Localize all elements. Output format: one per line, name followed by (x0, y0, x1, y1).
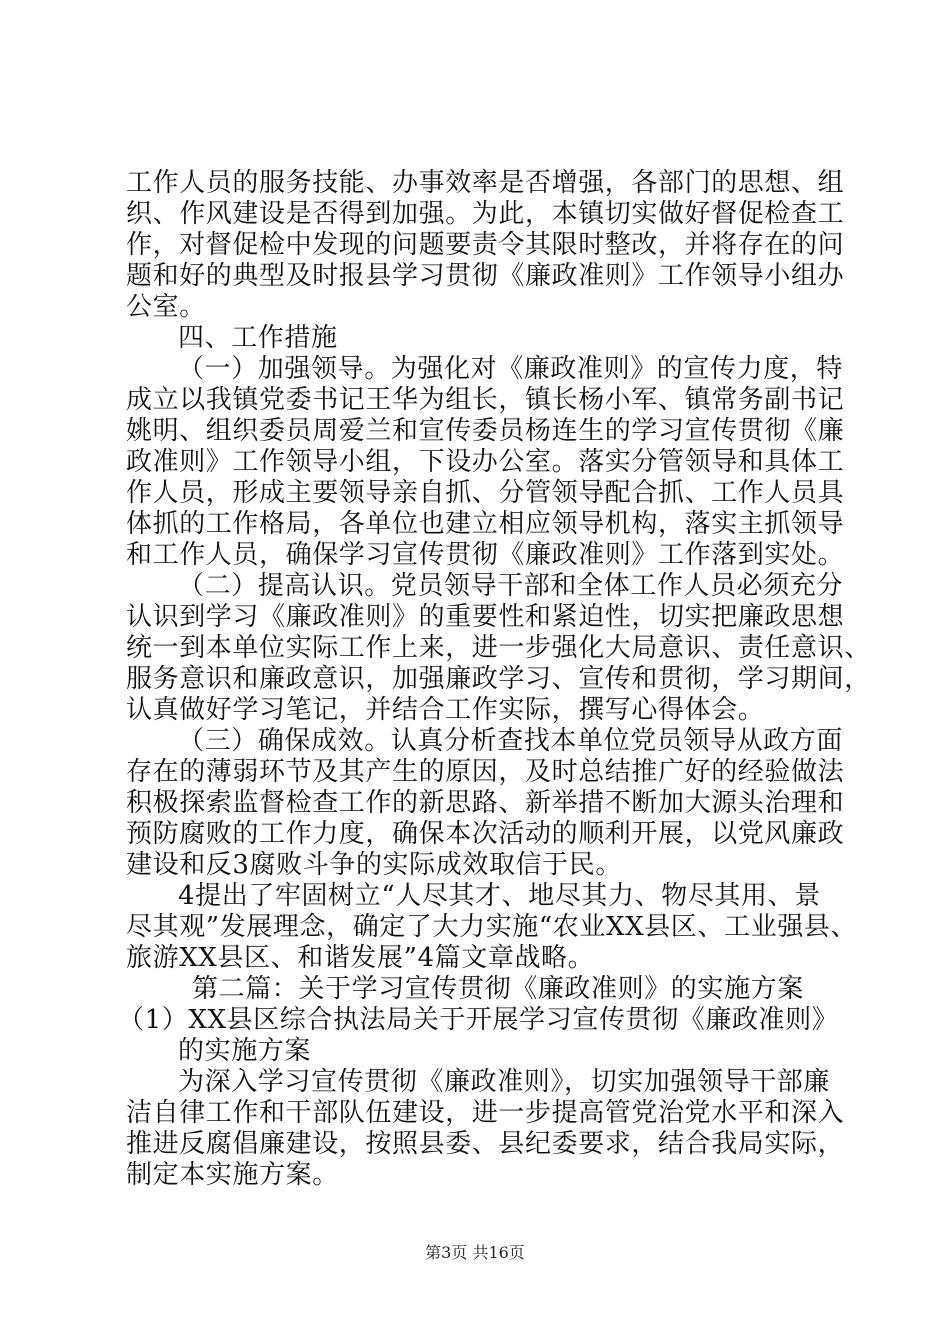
body-line: 尽其观”发展理念，确定了大力实施“农业XX县区、工业强县、 (126, 912, 858, 942)
body-line: 推进反腐倡廉建设，按照县委、县纪委要求，结合我局实际， (126, 1129, 845, 1159)
body-line: 织、作风建设是否得到加强。为此，本镇切实做好督促检查工 (126, 199, 845, 229)
body-line: 公室。 (126, 292, 206, 322)
body-line: 认识到学习《廉政准则》的重要性和紧迫性，切实把廉政思想 (126, 602, 845, 632)
page-number-footer: 第3页 共16页 (425, 1243, 525, 1262)
body-line: （三）确保成效。认真分析查找本单位党员领导从政方面 (178, 726, 844, 756)
body-line: 洁自律工作和干部队伍建设，进一步提高管党治党水平和深入 (126, 1098, 845, 1128)
body-line: 4提出了牢固树立“人尽其才、地尽其力、物尽其用、景 (178, 881, 821, 911)
body-line: 体抓的工作格局，各单位也建立相应领导机构，落实主抓领导 (126, 509, 845, 539)
body-line: 制定本实施方案。 (126, 1160, 339, 1190)
chapter-title: 第二篇：关于学习宣传贯彻《廉政准则》的实施方案 (192, 974, 804, 1004)
body-line: 政准则》工作领导小组，下设办公室。落实分管领导和具体工 (126, 447, 845, 477)
body-line: 工作人员的服务技能、办事效率是否增强，各部门的思想、组 (126, 168, 845, 198)
body-line: 题和好的典型及时报县学习贯彻《廉政准则》工作领导小组办 (126, 261, 845, 291)
section-heading: 四、工作措施 (178, 323, 338, 353)
body-line: 作人员，形成主要领导亲自抓、分管领导配合抓、工作人员具 (126, 478, 845, 508)
body-line: 预防腐败的工作力度，确保本次活动的顺利开展，以党风廉政 (126, 819, 845, 849)
body-line: 和工作人员，确保学习宣传贯彻《廉政准则》工作落到实处。 (126, 540, 845, 570)
body-line: 作，对督促检中发现的问题要责令其限时整改，并将存在的问 (126, 230, 845, 260)
body-line: 建设和反3腐败斗争的实际成效取信于民。 (126, 850, 622, 880)
body-line: 旅游XX县区、和谐发展”4篇文章战略。 (126, 943, 595, 973)
body-line: 存在的薄弱环节及其产生的原因，及时总结推广好的经验做法 (126, 757, 845, 787)
body-line: 姚明、组织委员周爱兰和宣传委员杨连生的学习宣传贯彻《廉 (126, 416, 845, 446)
body-line: （二）提高认识。党员领导干部和全体工作人员必须充分 (178, 571, 844, 601)
article-title: （1）XX县区综合执法局关于开展学习宣传贯彻《廉政准则》 (118, 1005, 839, 1035)
body-line: （一）加强领导。为强化对《廉政准则》的宣传力度，特 (178, 354, 844, 384)
body-line: 成立以我镇党委书记王华为组长，镇长杨小军、镇常务副书记 (126, 385, 845, 415)
body-line: 认真做好学习笔记，并结合工作实际，撰写心得体会。 (126, 695, 765, 725)
body-line: 服务意识和廉政意识，加强廉政学习、宣传和贯彻，学习期间， (126, 664, 871, 694)
article-title-continuation: 的实施方案 (178, 1036, 312, 1066)
body-line: 统一到本单位实际工作上来，进一步强化大局意识、责任意识、 (126, 633, 871, 663)
body-line: 积极探索监督检查工作的新思路、新举措不断加大源头治理和 (126, 788, 845, 818)
body-line: 为深入学习宣传贯彻《廉政准则》，切实加强领导干部廉 (178, 1067, 831, 1097)
